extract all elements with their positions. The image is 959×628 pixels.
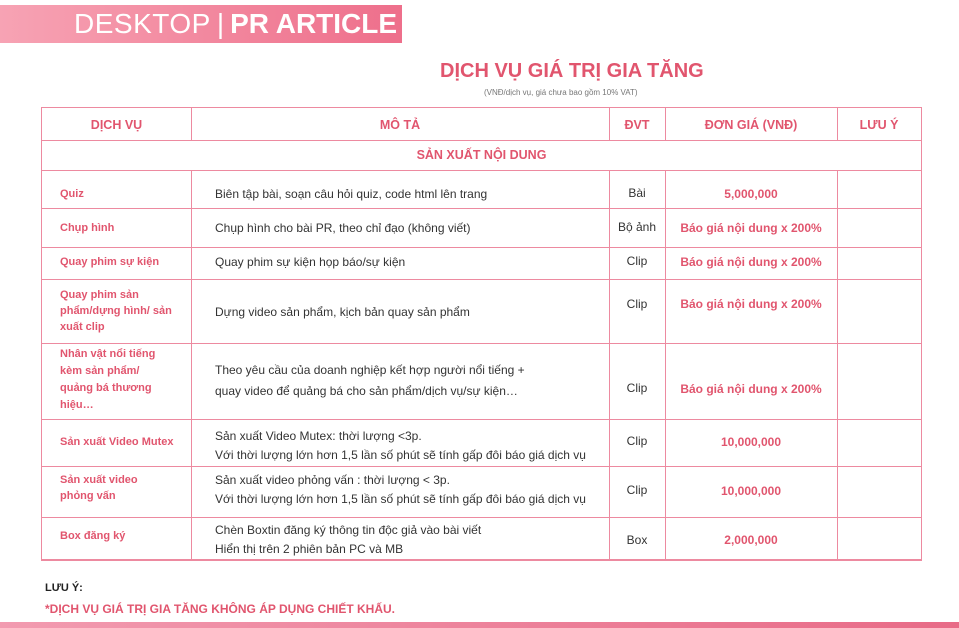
row-divider <box>42 466 921 467</box>
service-description-line2: Với thời lượng lớn hơn 1,5 lần số phút sẽ tính gấp đôi báo giá dịch vụ <box>215 448 586 462</box>
service-unit: Box <box>626 533 648 547</box>
row-divider <box>42 140 921 141</box>
note-text: *DỊCH VỤ GIÁ TRỊ GIA TĂNG KHÔNG ÁP DỤNG CHIẾT KHẤU. <box>45 602 396 616</box>
service-name: Sản xuất video phỏng vấn <box>60 474 138 502</box>
service-description: Chụp hình cho bài PR, theo chỉ đạo (không viết) <box>215 221 471 235</box>
service-price: 10,000,000 <box>720 435 782 449</box>
service-price: 5,000,000 <box>724 187 778 201</box>
service-unit: Clip <box>626 483 648 497</box>
service-description-line1: Sản xuất video phỏng vấn : thời lượng < 3p. <box>215 473 450 487</box>
service-name: Quiz <box>60 188 84 200</box>
column-header-unit: ĐVT <box>624 118 650 132</box>
service-price: Báo giá nội dung x 200% <box>680 382 822 396</box>
service-description-line1: Sản xuất Video Mutex: thời lượng <3p. <box>215 429 422 443</box>
service-price: Báo giá nội dung x 200% <box>680 255 822 269</box>
service-unit: Clip <box>626 254 648 268</box>
column-header-description: MÔ TẢ <box>379 118 421 132</box>
banner-pr-article-label: PR ARTICLE <box>230 8 398 39</box>
service-name: Nhân vật nổi tiếng kèm sản phẩm/ quảng bá thương hiệu… <box>60 348 156 411</box>
service-name: Chụp hình <box>60 222 115 234</box>
service-price: Báo giá nội dung x 200% <box>680 297 822 311</box>
column-header-price: ĐƠN GIÁ (VNĐ) <box>704 118 798 132</box>
service-unit: Clip <box>626 297 648 311</box>
banner-desktop-label: DESKTOP <box>74 8 211 39</box>
column-divider <box>191 170 192 560</box>
page-title: DỊCH VỤ GIÁ TRỊ GIA TĂNG <box>440 60 704 82</box>
service-description-line2: Với thời lượng lớn hơn 1,5 lần số phút sẽ tính gấp đôi báo giá dịch vụ <box>215 492 586 506</box>
row-divider <box>42 279 921 280</box>
service-name: Box đăng ký <box>60 530 126 542</box>
row-divider <box>42 517 921 518</box>
service-description-line1: Chèn Boxtin đăng ký thông tin độc giả vào bài viết <box>215 523 482 537</box>
service-price: 10,000,000 <box>720 484 782 498</box>
banner-title <box>74 9 397 39</box>
service-unit: Bài <box>628 186 646 200</box>
service-unit: Bộ ảnh <box>617 220 657 234</box>
service-description: Dựng video sản phẩm, kịch bản quay sản phẩm <box>215 305 470 319</box>
row-divider <box>42 208 921 209</box>
service-description-line1: Theo yêu cầu của doanh nghiệp kết hợp người nổi tiếng + <box>215 363 525 377</box>
column-header-service: DỊCH VỤ <box>90 118 143 132</box>
row-divider <box>42 419 921 420</box>
service-description-line2: Hiển thị trên 2 phiên bản PC và MB <box>215 542 404 556</box>
service-description: Biên tập bài, soạn câu hỏi quiz, code html lên trang <box>215 187 488 201</box>
section-heading: SẢN XUẤT NỘI DUNG <box>416 148 547 162</box>
row-divider <box>42 343 921 344</box>
column-header-note: LƯU Ý <box>859 118 899 132</box>
page-banner <box>0 5 402 43</box>
service-unit: Clip <box>626 381 648 395</box>
service-name: Sản xuất Video Mutex <box>60 436 174 448</box>
banner-separator: | <box>216 8 225 39</box>
price-table <box>41 107 922 561</box>
page-subtitle: (VNĐ/dịch vụ, giá chưa bao gồm 10% VAT) <box>484 88 638 97</box>
service-name: Quay phim sản phẩm/dựng hình/ sản xuất clip <box>60 289 172 333</box>
column-divider <box>837 170 838 560</box>
row-divider <box>42 247 921 248</box>
note-label: LƯU Ý: <box>45 582 83 594</box>
service-price: Báo giá nội dung x 200% <box>680 221 822 235</box>
service-price: 2,000,000 <box>724 533 778 547</box>
service-description: Quay phim sự kiện họp báo/sự kiện <box>215 255 406 269</box>
row-divider <box>42 170 921 171</box>
service-description-line2: quay video để quảng bá cho sản phẩm/dịch vụ/sự kiện… <box>215 384 518 398</box>
service-unit: Clip <box>626 434 648 448</box>
service-name: Quay phim sự kiện <box>60 256 160 268</box>
bottom-accent-bar <box>0 622 959 628</box>
